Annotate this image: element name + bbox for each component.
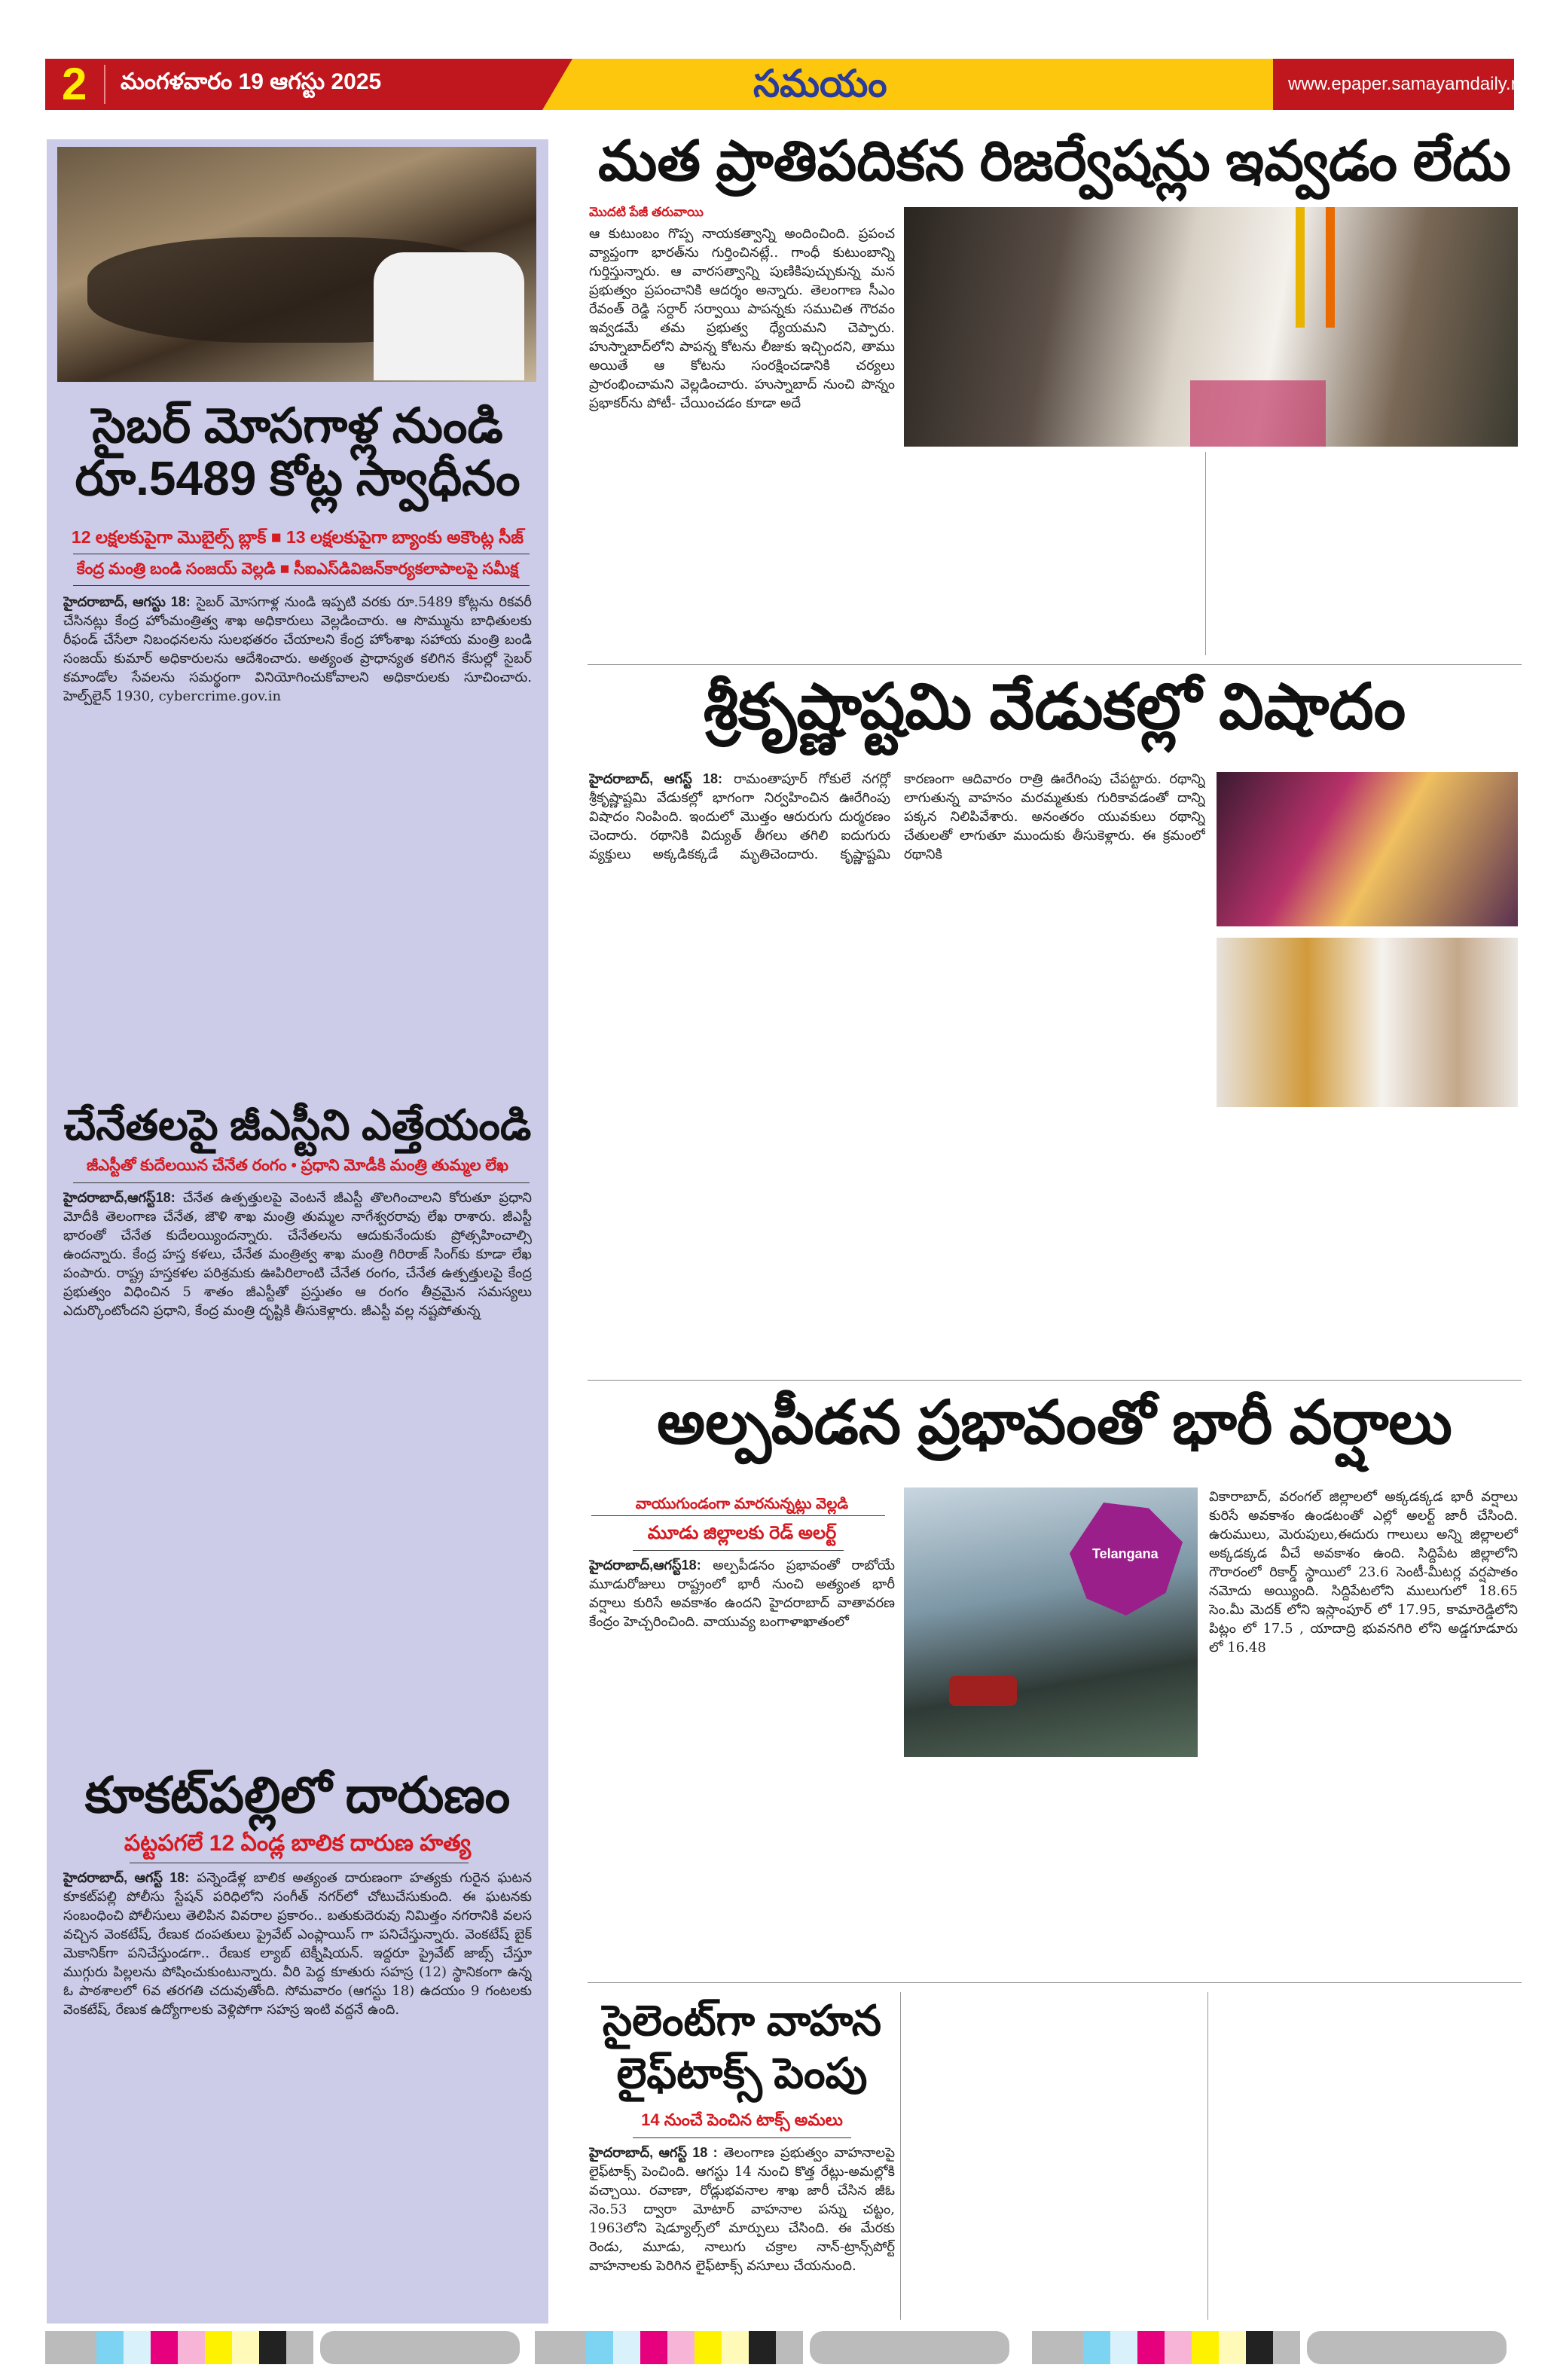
section-divider [588,1982,1522,1983]
epaper-url[interactable]: www.epaper.samayamdaily.net [1288,74,1537,94]
cyber-headline: సైబర్ మోసగాళ్ల నుండి రూ.5489 కోట్ల స్వాధీనం [75,398,521,506]
masthead-logo: సమయం [753,63,887,105]
meeting-photo [57,147,536,382]
article-text: చేనేత ఉత్పత్తులపై వెంటనే జీఎస్టీ తొలగించాలని కోరుతూ ప్రధాని మోదీకి తెలంగాణ చేనేత, జౌళి శాఖ మంత్రి తుమ్మల నాగేశ్వరరావు లేఖ రాశారు. జీఎస్టీ భారంతో చేనేత కుదేలయ్యిందన్నారు. చేనేతలను ఆదుకునేందుకు ప్రోత్సహించాల్సి ఉందన్నారు. కేంద్ర హస్త కళలు, చేనేత మంత్రిత్వ శాఖ మంత్రి గిరిరాజ్ సింగ్‌కు కూడా లేఖ పంపారు. రాష్ట్ర హస్తకళల పరిశ్రమకు ఊపిరిలాంటి చేనేత రంగం, చేనేత ఉత్పత్తులపై కేంద్ర ప్రభుత్వం విధించిన 5 శాతం జీఎస్టీతో ప్రస్తుతం ఆ రంగం తీవ్రమైన సమస్యలు ఎదుర్కొంటోందని ప్రధాని, కేంద్ర మంత్రి దృష్టికి తీసుకెళ్లారు. జీఎస్టీ వల్ల నష్టపోతున్న [63,1190,532,1319]
article-text: తెలంగాణ ప్రభుత్వం వాహనాలపై లైఫ్‌టాక్స్ పెంచింది. ఆగస్టు 14 నుంచి కొత్త రేట్లు-అమల్లోకి వచ్చాయి. రవాణా, రోడ్లుభవనాల శాఖ జారీ చేసిన జీఓ నెం.53 ద్వారా మోటార్ వాహనాల పన్ను చట్టం, 1963లోని షెడ్యూల్స్‌లో మార్పులు చేసింది. ఈ మేరకు రెండు, మూడు, నాలుగు చక్రాల నాన్-ట్రాన్స్‌పోర్ట్ వాహనాలకు పెరిగిన లైఫ్‌టాక్స్ వసూలు చేయనుంది. [589,2145,895,2274]
krishnashtami-article-body [589,770,1205,1357]
gst-article-body [63,1188,532,1761]
dateline: హైదరాబాద్, ఆగస్ట్ 18: [589,771,723,786]
divider [591,1515,885,1516]
reservations-article-body [589,224,895,658]
article-text: రామంతాపూర్ గోకులే నగర్లో శ్రీకృష్ణాష్టమి వేడుకల్లో భాగంగా నిర్వహించిన ఊరేగింపు విషాదం నింపింది. ఇందులో మొత్తం ఆరురుగు దుర్మరణం చెందారు. రథానికి విద్యుత్ తీగలు తగిలి ఐదుగురు వ్యక్తులు అక్కడికక్కడే మృతిచెందారు. కృష్ణాష్టమి కారణంగా ఆదివారం రాత్రి ఊరేగింపు చేపట్టారు. రథాన్ని లాగుతున్న వాహనం మరమ్మతుకు గురికావడంతో దాన్ని పక్కన నిలిపివేశారు. అనంతరం యువకులు రథాన్ని చేతులతో లాగుతూ ముందుకు తీసుకెళ్లారు. ఈ క్రమంలో రథానికి [589,771,1205,862]
dateline: హైదరాబాద్, ఆగస్ట్ 18 : [589,2145,718,2160]
rains-article-body [589,1556,895,1978]
rains-kicker: వాయుగుండంగా మారనున్నట్లు వెల్లడి [635,1496,849,1512]
sidebar-column [47,139,548,2324]
map-label: Telangana [1092,1546,1159,1561]
lifetax-article-body [589,2144,895,2320]
kukatpally-headline: కూకట్‌పల్లిలో దారుణం [84,1767,511,1823]
procession-photo [1217,772,1518,926]
print-color-bars [45,2331,1514,2376]
dateline: హైదరాబాద్,ఆగస్ట్18: [63,1190,176,1205]
page-header [45,59,1537,110]
cyber-subheadline-2: కేంద్ర మంత్రి బండి సంజయ్ వెల్లడి ■ సీఐఎస్‌డివిజన్‌కార్యకలాపాలపై సమీక్ష [76,560,519,578]
rain-map-photo [904,1488,1198,1757]
dateline: హైదరాబాద్, ఆగస్టు 18: [63,594,191,609]
krishnashtami-headline: శ్రీకృష్ణాష్టమి వేడుకల్లో విషాదం [703,671,1406,742]
kukatpally-subheadline: పట్టపగలే 12 ఏండ్ల బాలిక దారుణ హత్య [124,1831,472,1856]
cyber-subheadline: 12 లక్షలకుపైగా మొబైల్స్ బ్లాక్ ■ 13 లక్షలకుపైగా బ్యాంకు అకౌంట్ల సీజ్ [71,527,524,547]
divider [73,585,530,586]
page-number: 2 [62,59,87,109]
column-divider [1207,1992,1208,2320]
article-text: సైబర్ మోసగాళ్ల నుండి ఇప్పటి వరకు రూ.5489 కోట్లను రికవరీ చేసినట్లు కేంద్ర హోంమంత్రిత్వ శాఖ అధికారులు వెల్లడించారు. ఆ సొమ్మును బాధితులకు రీఫండ్ చేసేలా నిబంధనలను సులభతరం చేయాలని కేంద్ర హోంశాఖ సహాయ మంత్రి బండి సంజయ్ కుమార్ అధికారులను ఆదేశించారు. అత్యంత ప్రాధాన్యత కలిగిన కేసుల్లో సైబర్ కమాండోల సేవలను సమర్థంగా వినియోగించుకోవాలని అధికారులకు సూచించారు. హెల్ప్‌లైన్ 1930, cybercrime.gov.in [63,594,532,704]
section-divider [588,1380,1522,1381]
issue-date: మంగళవారం 19 ఆగస్టు 2025 [121,69,382,94]
rains-subheadline: మూడు జిల్లాలకు రెడ్ అలర్ట్ [647,1523,837,1543]
continued-kicker: మొదటి పేజీ తరువాయి [589,205,704,219]
divider [73,1182,530,1183]
kukatpally-article-body [63,1869,532,2313]
divider [633,2137,851,2138]
gst-subheadline: జీఎస్టీతో కుదేలయిన చేనేత రంగం • ప్రధాని మోడీకి మంత్రి తుమ్మల లేఖ [86,1157,509,1174]
gst-headline: చేనేతలపై జీఎస్టీని ఎత్తేయండి [63,1101,532,1149]
section-divider [588,664,1522,665]
victims-photo [1217,938,1518,1107]
article-text: పన్నెండేళ్ల బాలిక అత్యంత దారుణంగా హత్యకు గురైన ఘటన కూకట్‌పల్లి పోలీసు స్టేషన్ పరిధిలోని సంగీత్ నగర్‌లో చోటుచేసుకుంది. ఈ ఘటనకు సంబంధించి పోలీసులు తెలిపిన వివరాల ప్రకారం.. బతుకుదెరువు నిమిత్తం నగరానికి వలస వచ్చిన వెంకటేష్, రేణుక దంపతులు ప్రైవేట్ ఎంప్లాయిస్ గా పనిచేస్తున్నారు. వెంకటేష్ బైక్ మెకానిక్‌గా పనిచేస్తుండగా.. రేణుక ల్యాబ్ టెక్నీషియన్. ఇద్దరూ ప్రైవేట్ జాబ్స్ చేస్తూ ముగ్గురు పిల్లలను పోషించుకుంటున్నారు. వీరి పెద్ద కూతురు సహస్ర (12) స్థానికంగా ఉన్న ఓ పాఠశాలలో 6వ తరగతి చదువుతోంది. సోమవారం (ఆగస్టు 18) ఉదయం 9 గంటలకు వెంకటేష్, రేణుక ఉద్యోగాలకు వెళ్లిపోగా సహస్ర ఇంటి వద్దనే ఉంది. [63,1870,532,2018]
column-divider [1205,452,1206,655]
article-text: ఆ కుటుంబం గొప్ప నాయకత్వాన్ని అందించింది. ప్రపంచ వ్యాప్తంగా భారత్‌ను గుర్తించినట్లే.. గాంధీ కుటుంబాన్ని గుర్తిస్తున్నారు. ఆ వారసత్వాన్ని పుణికిపుచ్చుకున్న మన ప్రభుత్వం ప్రపంచానికి ఆదర్శం అన్నారు. తెలంగాణ సీఎం రేవంత్ రెడ్డి సర్దార్ సర్వాయి పాపన్నకు సముచిత గౌరవం ఇవ్వడమే తమ ప్రభుత్వ ధ్యేయమని చెప్పారు. హుస్నాబాద్‌లోని పాపన్న కోటను లీజుకు ఇచ్చిందని, తాము అయితే ఆ కోటను సంరక్షించడానికి చర్యలు ప్రారంభించామని వెల్లడించారు. హుస్నాబాద్ నుంచి పొన్నం ప్రభాకర్‌ను పోటీ- చేయించడం కూడా అదే [589,226,895,411]
article-text: వికారాబాద్, వరంగల్ జిల్లాలలో అక్కడక్కడ భారీ వర్షాలు కురిసే అవకాశం ఉండటంతో ఎల్లో అలర్ట్ జారీ చేసింది. ఉరుములు, మెరుపులు,ఈదురు గాలులు అన్ని జిల్లాలలో అక్కడక్కడ వీచే అవకాశం ఉంది. సిద్దిపేట జిల్లాలోని గౌరారంలో రికార్డ్ స్థాయిలో 23.6 సెంటీ-మీటర్ల వర్షపాతం నమోదు అయ్యింది. సిద్దిపేటలోని ములుగులో 18.65 సెం.మీ మెదక్ లోని ఇస్లాంపూర్ లో 17.95, కామారెడ్డిలోని పిట్లం లో 17.5 , యాదాద్రి భువనగిరి లోని అడ్డగూడూరు లో 16.48 [1209,1489,1518,1655]
rains-article-body-2 [1209,1488,1518,1977]
dateline: హైదరాబాద్,ఆగస్ట్18: [589,1558,701,1573]
reservations-headline: మత ప్రాతిపదికన రిజర్వేషన్లు ఇవ్వడం లేదు [598,130,1511,192]
rally-photo [904,207,1518,447]
article-text: అల్పపీడనం ప్రభావంతో రాబోయే మూడురోజులు రాష్ట్రంలో భారీ నుంచి అత్యంత భారీ వర్షాలు కురిసే అవకాశం ఉందని హైదరాబాద్ వాతావరణ కేంద్రం హెచ్చరించింది. వాయువ్య బంగాళాఖాతంలో [589,1558,895,1630]
header-yellow-band [542,59,1273,110]
cyber-article-body [63,593,532,1090]
header-divider [104,65,105,104]
divider [633,1550,844,1551]
lifetax-headline: సైలెంట్‌గా వాహన లైఫ్‌టాక్స్ పెంపు [602,1997,882,2097]
column-divider [900,1992,901,2320]
lifetax-subheadline: 14 నుంచే పెంచిన టాక్స్ అమలు [641,2110,843,2129]
rains-headline: అల్పపీడన ప్రభావంతో భారీ వర్షాలు [657,1389,1452,1456]
dateline: హైదరాబాద్, ఆగస్ట్ 18: [63,1870,190,1885]
